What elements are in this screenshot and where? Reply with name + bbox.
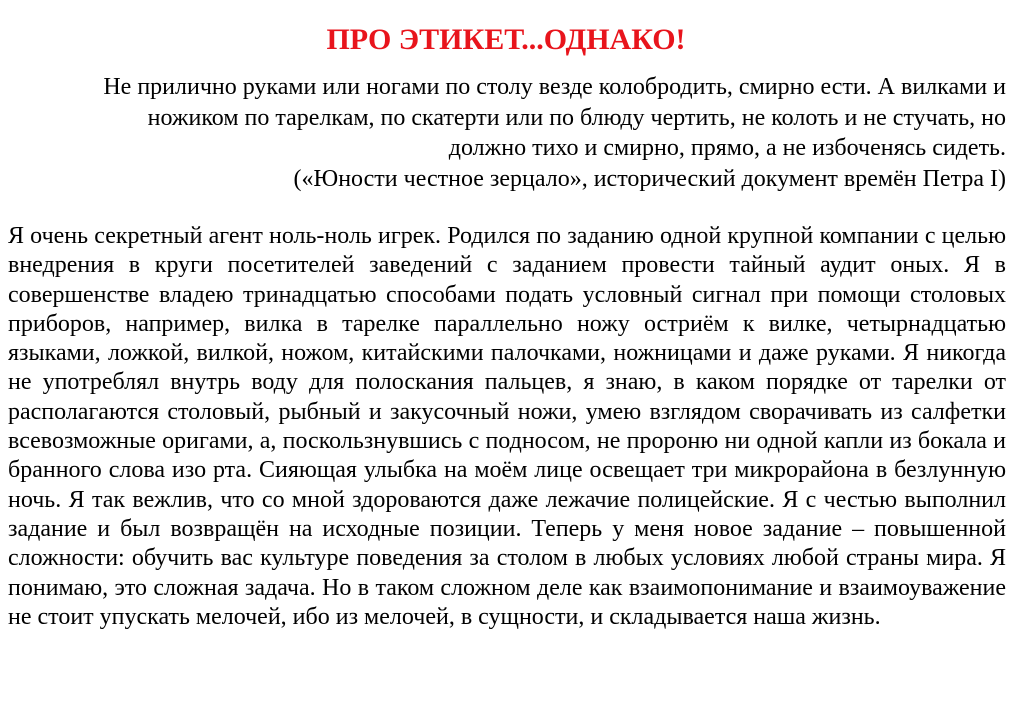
epigraph-source: («Юности честное зерцало», исторический документ времён Петра I)	[293, 165, 1006, 192]
body-paragraph: Я очень секретный агент ноль-ноль игрек. Родился по заданию одной крупной компании с целью внедрения в круги посетителей заведений с заданием провести тайный аудит оных. Я в совершенстве владею тринадцатью способами подать условный сигнал при помощи столовых приборов, например, вилка в тарелке параллельно ножу остриём к вилке, четырнадцатью языками, ложкой, вилкой, ножом, китайскими палочками, ножницами и даже руками. Я никогда не употреблял внутрь воду для полоскания пальцев, я знаю, в каком порядке от тарелки от располагаются столовый, рыбный и закусочный ножи, умею взглядом сворачивать из салфетки всевозможные оригами, а, поскользнувшись с подносом, не пророню ни одной капли из бокала и бранного слова изо рта. Сияющая улыбка на моём лице освещает три микрорайона в безлунную ночь. Я так вежлив, что со мной здороваются даже лежачие полицейские. Я с честью выполнил задание и был возвращён на исходные позиции. Теперь у меня новое задание – повышенной сложности: обучить вас культуре поведения за столом в любых условиях любой страны мира. Я понимаю, это сложная задача. Но в таком сложном деле как взаимопонимание и взаимоуважение не стоит упускать мелочей, ибо из мелочей, в сущности, и складывается наша жизнь.	[8, 223, 1006, 630]
epigraph-line: должно тихо и смирно, прямо, а не избоченясь сидеть.	[448, 135, 1006, 161]
epigraph-line: Не прилично руками или ногами по столу везде колобродить, смирно ести. А вилками и	[103, 74, 1006, 100]
epigraph-line: ножиком по тарелкам, по скатерти или по блюду чертить, не колоть и не стучать, но	[147, 104, 1006, 131]
epigraph	[30, 72, 1006, 194]
document-title: ПРО ЭТИКЕТ...ОДНАКО!	[326, 23, 686, 56]
